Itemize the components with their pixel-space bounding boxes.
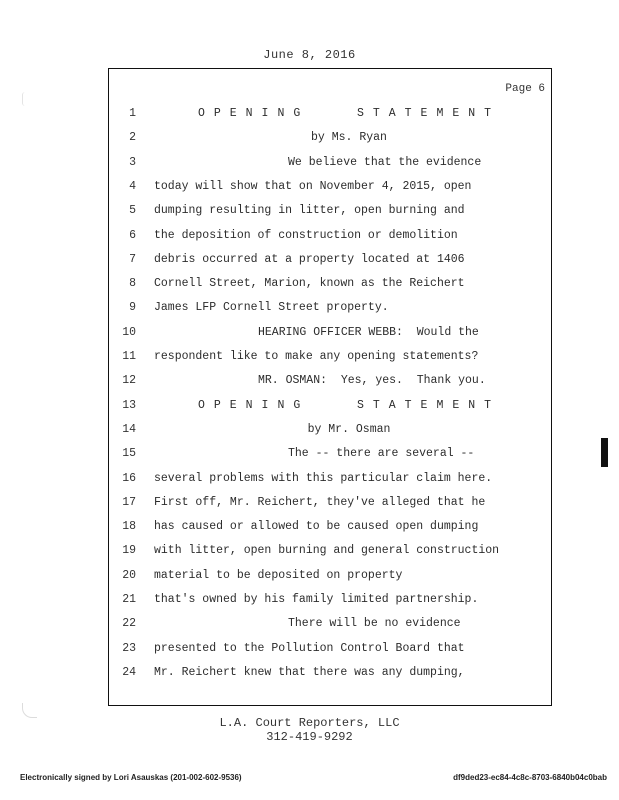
line-number: 15 (122, 447, 136, 461)
line-number: 17 (122, 495, 136, 509)
line-number: 2 (129, 131, 136, 145)
page-number: Page 6 (505, 83, 545, 95)
line-text: presented to the Pollution Control Board that (154, 641, 465, 655)
line-number: 16 (122, 471, 136, 485)
line-text: respondent like to make any opening statements? (154, 350, 479, 363)
line-text: We believe that the evidence (288, 155, 482, 169)
line-number: 1 (129, 107, 136, 120)
line-number: 4 (129, 179, 136, 193)
transcript-line (0, 226, 619, 246)
line-text: First off, Mr. Reichert, they've alleged that he (154, 495, 486, 509)
transcript-line (0, 590, 619, 610)
transcript-line (0, 469, 619, 489)
line-number: 21 (122, 593, 136, 606)
line-number: 12 (122, 374, 136, 388)
line-text: James LFP Cornell Street property. (154, 301, 389, 315)
line-number: 8 (129, 277, 136, 291)
line-text: by Mr. Osman (307, 422, 391, 436)
line-number: 9 (129, 301, 136, 315)
line-text: OPENING STATEMENT (197, 398, 501, 412)
line-number: 14 (122, 422, 136, 436)
document-hash: df9ded23-ec84-4c8c-8703-6840b04c0bab (453, 773, 607, 782)
transcript-line (0, 371, 619, 391)
line-number: 7 (129, 252, 136, 266)
line-number: 5 (129, 204, 136, 218)
line-number: 6 (129, 228, 136, 242)
transcript-line (0, 323, 619, 343)
transcript-line (0, 639, 619, 659)
line-number: 3 (129, 155, 136, 169)
transcript-line (0, 541, 619, 561)
transcript-line (0, 201, 619, 221)
reporter-company: L.A. Court Reporters, LLC (219, 716, 400, 730)
transcript-line (0, 153, 619, 173)
transcript-line (0, 663, 619, 683)
line-number: 11 (122, 350, 136, 363)
transcript-line (0, 396, 619, 416)
line-text: OPENING STATEMENT (197, 107, 501, 120)
line-text: material to be deposited on property (154, 568, 403, 582)
line-number: 18 (122, 520, 136, 534)
transcript-line (0, 274, 619, 294)
line-number: 23 (122, 641, 136, 655)
line-text: several problems with this particular claim here. (154, 471, 493, 485)
line-text: debris occurred at a property located at 1406 (154, 252, 465, 266)
line-text: with litter, open burning and general construction (154, 544, 500, 558)
electronic-signature: Electronically signed by Lori Asauskas (201-002-602-9536) (20, 773, 242, 782)
page-edge-marker (601, 438, 608, 467)
line-number: 24 (122, 665, 136, 679)
transcript-line (0, 298, 619, 318)
line-text: Cornell Street, Marion, known as the Reichert (154, 277, 465, 291)
line-text: by Ms. Ryan (311, 131, 387, 145)
line-text: There will be no evidence (288, 617, 461, 631)
line-text: MR. OSMAN: Yes, yes. Thank you. (258, 374, 486, 388)
transcript-line (0, 444, 619, 464)
transcript-line (0, 420, 619, 440)
line-number: 20 (122, 568, 136, 582)
line-number: 19 (122, 544, 136, 558)
line-text: that's owned by his family limited partnership. (154, 593, 479, 606)
transcript-line (0, 493, 619, 513)
line-text: The -- there are several -- (288, 447, 475, 461)
transcript-line (0, 347, 619, 367)
line-text: has caused or allowed to be caused open dumping (154, 520, 479, 534)
line-number: 10 (122, 325, 136, 339)
line-number: 13 (122, 398, 136, 412)
transcript-line (0, 177, 619, 197)
scan-mark-top (22, 92, 28, 106)
line-text: the deposition of construction or demolition (154, 228, 458, 242)
transcript-line (0, 566, 619, 586)
line-text: HEARING OFFICER WEBB: Would the (258, 325, 479, 339)
transcript-line (0, 517, 619, 537)
line-text: Mr. Reichert knew that there was any dumping, (154, 665, 465, 679)
line-text: dumping resulting in litter, open burning and (154, 204, 465, 218)
page-footer (0, 716, 619, 744)
transcript-line (0, 250, 619, 270)
line-number: 22 (122, 617, 136, 631)
transcript-line (0, 128, 619, 148)
reporter-phone: 312-419-9292 (266, 730, 353, 744)
transcript-line (0, 614, 619, 634)
transcript-line (0, 104, 619, 124)
transcript-date: June 8, 2016 (263, 48, 356, 62)
line-text: today will show that on November 4, 2015, open (154, 179, 472, 193)
